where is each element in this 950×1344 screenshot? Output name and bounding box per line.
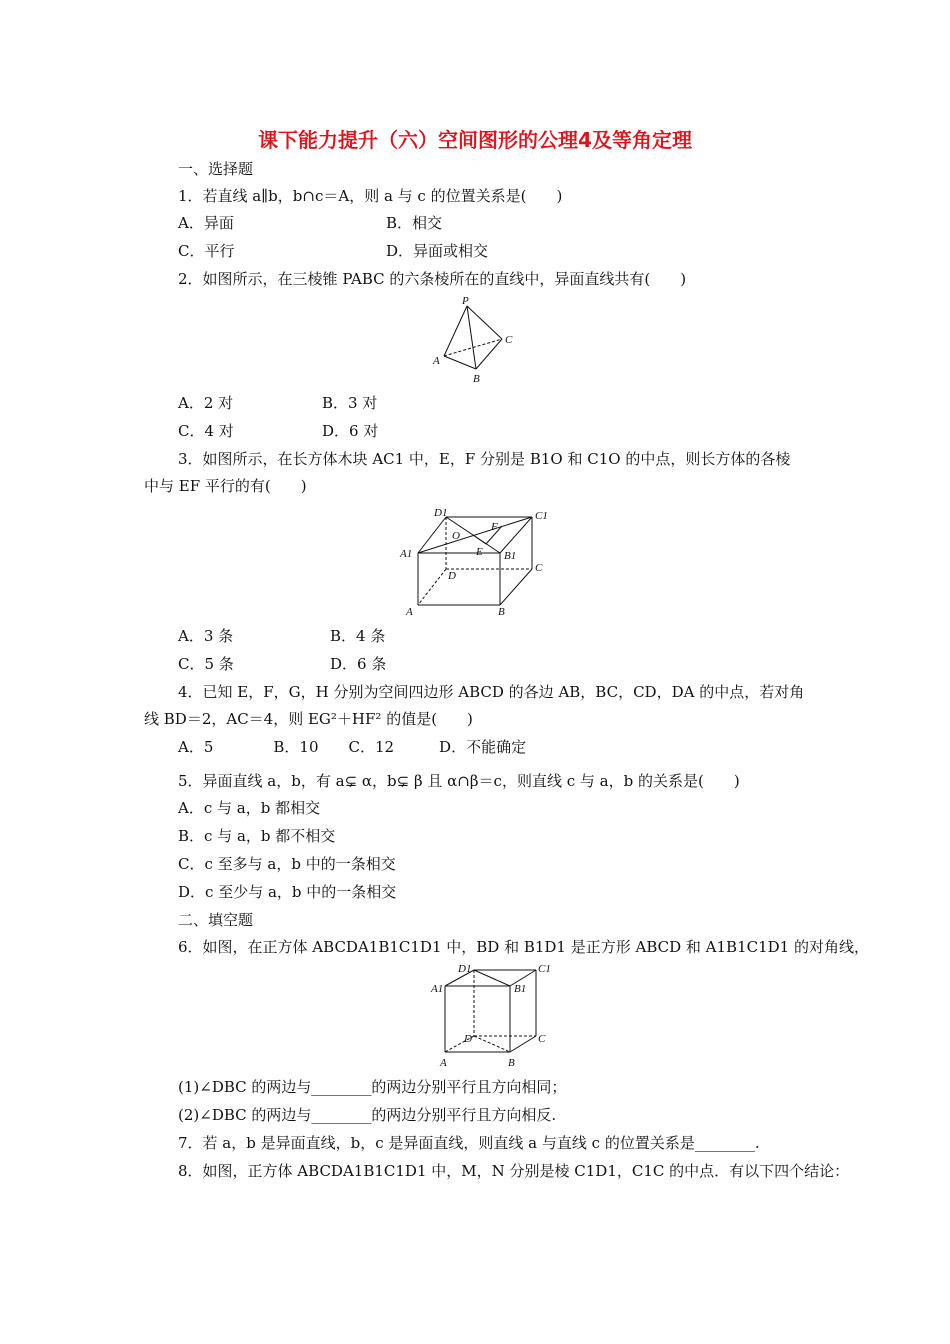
q2-stem: 2．如图所示，在三棱锥 PABC 的六条棱所在的直线中，异面直线共有( ) <box>178 270 687 288</box>
label-a1: A1 <box>400 548 413 560</box>
q3-option-a: A．3 条 <box>178 627 234 645</box>
q5-option-c: C．c 至多与 a，b 中的一条相交 <box>178 855 396 873</box>
label-e: E <box>476 546 483 558</box>
q3-option-d: D．6 条 <box>330 655 387 673</box>
label-p: P <box>462 295 469 307</box>
section-choice: 一、选择题 <box>178 160 254 178</box>
label-c: C <box>505 334 513 346</box>
q1-option-d: D．异面或相交 <box>386 242 489 260</box>
q5-option-a: A．c 与 a，b 都相交 <box>178 799 321 817</box>
q2-option-c: C．4 对 <box>178 422 234 440</box>
label-b: B <box>498 606 505 617</box>
q6-part1: (1)∠DBC 的两边与________的两边分别平行且方向相同； <box>178 1078 567 1096</box>
label-b1: B1 <box>514 983 527 995</box>
q5-stem: 5．异面直线 a，b，有 a⊊ α，b⊊ β 且 α∩β＝c，则直线 c 与 a，b 的关系是( ) <box>178 772 740 790</box>
q5-option-d: D．c 至少与 a，b 中的一条相交 <box>178 883 397 901</box>
q7-stem: 7．若 a，b 是异面直线，b，c 是异面直线，则直线 a 与直线 c 的位置关系是________. <box>178 1134 760 1152</box>
q2-option-b: B．3 对 <box>322 394 378 412</box>
page-title: 课下能力提升（六）空间图形的公理4及等角定理 <box>258 128 692 152</box>
q4-options: A．5 B．10 C．12 D．不能确定 <box>178 738 527 756</box>
label-c: C <box>538 1033 546 1045</box>
cuboid-figure <box>398 505 558 617</box>
label-a: A <box>433 355 440 367</box>
label-c1: C1 <box>535 510 548 522</box>
label-b: B <box>508 1057 515 1069</box>
label-d1: D1 <box>434 507 448 519</box>
q2-option-a: A．2 对 <box>178 394 234 412</box>
q4-stem-line2: 线 BD＝2，AC＝4，则 EG²＋HF² 的值是( ) <box>144 710 473 728</box>
label-a1: A1 <box>431 983 444 995</box>
tetrahedron-figure <box>428 294 520 386</box>
label-d: D <box>448 570 456 582</box>
q4-stem-line1: 4．已知 E，F，G，H 分别为空间四边形 ABCD 的各边 AB，BC，CD，DA 的中点，若对角 <box>178 683 805 701</box>
section-fill: 二、填空题 <box>178 911 254 929</box>
q8-stem: 8．如图，正方体 ABCDA1B1C1D1 中，M，N 分别是棱 C1D1，C1C 的中点．有以下四个结论： <box>178 1162 850 1180</box>
label-b1: B1 <box>504 550 517 562</box>
label-d: D <box>464 1033 472 1045</box>
label-d1: D1 <box>458 963 472 975</box>
q3-option-b: B．4 条 <box>330 627 386 645</box>
q5-option-b: B．c 与 a，b 都不相交 <box>178 827 336 845</box>
label-o: O <box>452 530 460 542</box>
q1-option-c: C．平行 <box>178 242 235 260</box>
label-f: F <box>491 521 498 533</box>
label-c: C <box>535 562 543 574</box>
q1-option-a: A．异面 <box>178 214 234 232</box>
label-c1: C1 <box>538 963 551 975</box>
cube-figure <box>428 962 558 1072</box>
q2-option-d: D．6 对 <box>322 422 379 440</box>
label-a: A <box>440 1057 447 1069</box>
q6-stem: 6．如图，在正方体 ABCDA1B1C1D1 中，BD 和 B1D1 是正方形 ABCD 和 A1B1C1D1 的对角线， <box>178 938 869 956</box>
q1-stem: 1．若直线 a∥b，b∩c＝A，则 a 与 c 的位置关系是( ) <box>178 187 563 205</box>
q3-option-c: C．5 条 <box>178 655 234 673</box>
label-b: B <box>473 373 480 385</box>
q3-stem-line1: 3．如图所示，在长方体木块 AC1 中，E，F 分别是 B1O 和 C1O 的中点，则长方体的各棱 <box>178 450 791 468</box>
label-a: A <box>406 606 413 617</box>
q1-option-b: B．相交 <box>386 214 443 232</box>
q3-stem-line2: 中与 EF 平行的有( ) <box>144 477 307 495</box>
q6-part2: (2)∠DBC 的两边与________的两边分别平行且方向相反. <box>178 1106 557 1124</box>
